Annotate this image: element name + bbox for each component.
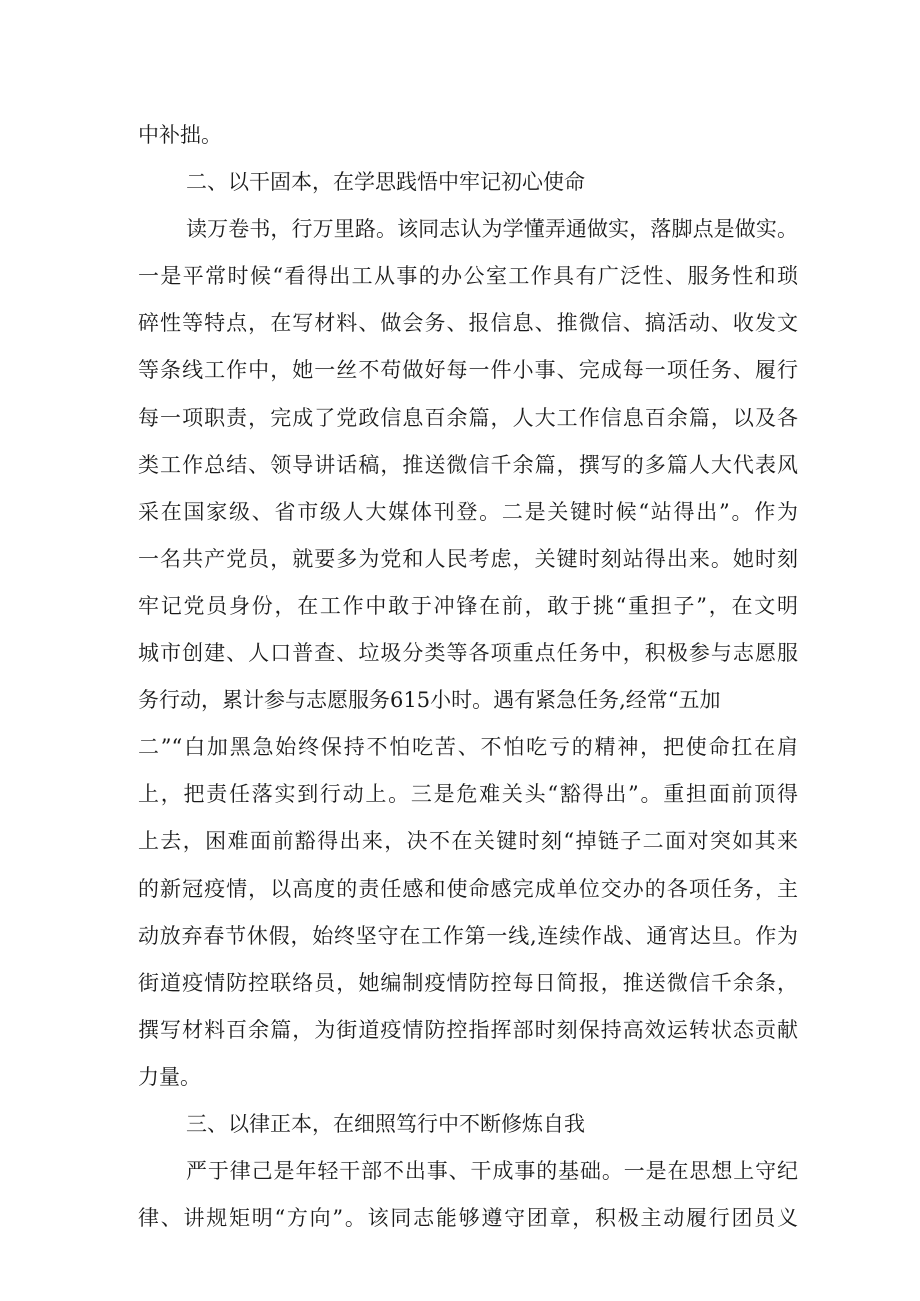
document-body: [138, 112, 798, 1242]
paragraph-line: 牢记党员身份，在工作中敢于冲锋在前，敢于挑“重担子”，在文明: [138, 593, 798, 618]
paragraph-line: 律、讲规矩明“方向”。该同志能够遵守团章，积极主动履行团员义: [138, 1206, 798, 1231]
paragraph-line: 上去，困难面前豁得出来，决不在关键时刻“掉链子二面对突如其来: [138, 829, 798, 854]
paragraph-line: 严于律己是年轻干部不出事、干成事的基础。一是在思想上守纪: [186, 1159, 798, 1184]
paragraph-line: 中补拙。: [138, 123, 222, 147]
paragraph-line: 读万卷书，行万里路。该同志认为学懂弄通做实，落脚点是做实。: [186, 217, 798, 242]
paragraph-line: 每一项职责，完成了党政信息百余篇，人大工作信息百余篇，以及各: [138, 405, 798, 430]
paragraph-line: 等条线工作中，她一丝不苟做好每一件小事、完成每一项任务、履行: [138, 358, 798, 383]
section-heading: 三、以律正本，在细照笃行中不断修炼自我: [186, 1111, 585, 1136]
paragraph-line: 务行动，累计参与志愿服务615小时。遇有紧急任务,经常“五加: [138, 688, 721, 713]
paragraph-line: 撰写材料百余篇，为街道疫情防控指挥部时刻保持高效运转状态贡献: [138, 1017, 798, 1042]
paragraph-line: 动放弃春节休假，始终坚守在工作第一线,连续作战、通宵达旦。作为: [138, 923, 798, 948]
paragraph-line: 类工作总结、领导讲话稿，推送微信千余篇，撰写的多篇人大代表风: [138, 452, 798, 477]
section-heading: 二、以干固本，在学思践悟中牢记初心使命: [186, 170, 585, 195]
paragraph-line: 一是平常时候“看得出工从事的办公室工作具有广泛性、服务性和琐: [138, 264, 798, 289]
paragraph-line: 一名共产党员，就要多为党和人民考虑，关键时刻站得出来。她时刻: [138, 546, 798, 571]
paragraph-line: 二”“白加黑急始终保持不怕吃苦、不怕吃亏的精神，把使命扛在肩: [138, 735, 798, 760]
paragraph-line: 力量。: [138, 1064, 201, 1089]
paragraph-line: 上，把责任落实到行动上。三是危难关头“豁得出”。重担面前顶得: [138, 782, 798, 807]
paragraph-line: 采在国家级、省市级人大媒体刊登。二是关键时候“站得出”。作为: [138, 499, 798, 524]
paragraph-line: 街道疫情防控联络员，她编制疫情防控每日简报，推送微信千余条，: [138, 970, 798, 995]
paragraph-line: 城市创建、人口普查、垃圾分类等各项重点任务中，积极参与志愿服: [138, 641, 798, 666]
paragraph-line: 的新冠疫情，以高度的责任感和使命感完成单位交办的各项任务，主: [138, 876, 798, 901]
paragraph-line: 碎性等特点，在写材料、做会务、报信息、推微信、搞活动、收发文: [138, 311, 798, 336]
